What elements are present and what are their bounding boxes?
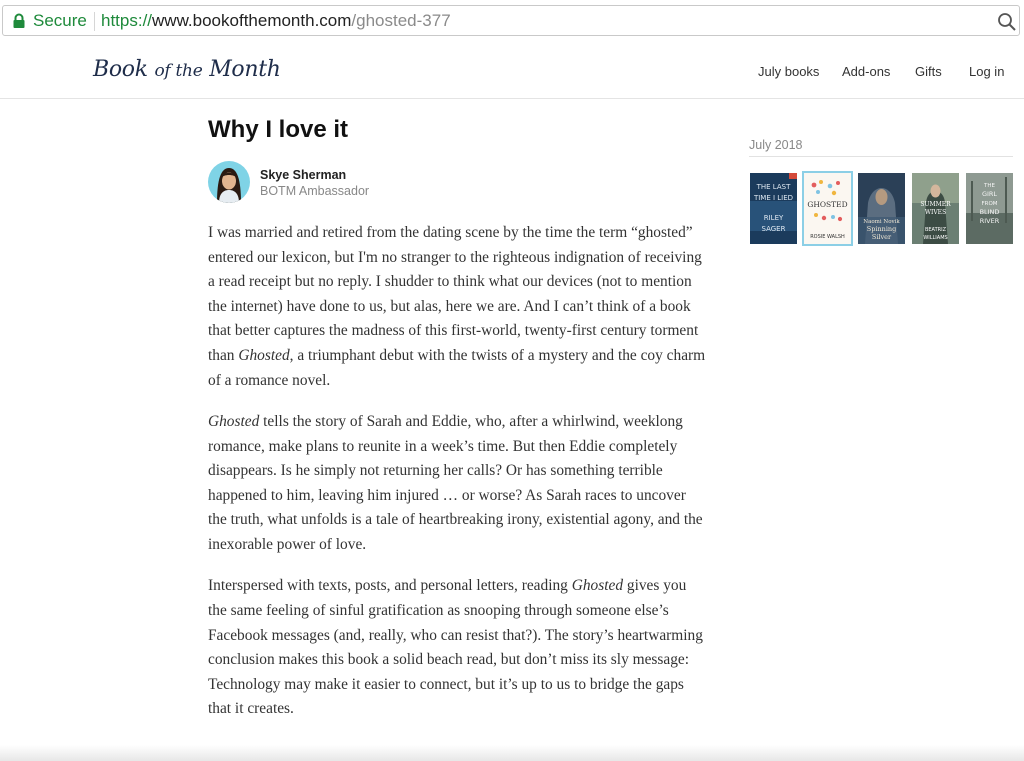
- paragraph-text: , a triumphant debut with the twists of a mystery and the coy charm of a romance novel.: [208, 346, 706, 389]
- author-name: Skye Sherman: [260, 168, 347, 182]
- author-photo: [208, 161, 250, 203]
- cover-text-line-2: GIRL: [981, 190, 998, 198]
- site-header: [0, 42, 1024, 99]
- month-label: July 2018: [749, 138, 803, 152]
- article-paragraph: [208, 410, 708, 558]
- paragraph-text: I was married and retired from the dating scene by the time the term “ghosted” entered our lexicon, but I'm no stranger to the righteous indignation of receiving a read receipt but no reply. I shudder to think what our devices (not to mention the internet) have done to us, but alas, here we are. And I can’t think of a book that better captures the madness of this first-world, twenty-first century torment than: [208, 224, 702, 364]
- url-text[interactable]: [101, 11, 451, 31]
- book-cover-summer-wives[interactable]: [912, 173, 959, 244]
- article-paragraph: [208, 221, 708, 393]
- browser-address-bar: [0, 0, 1024, 42]
- paragraph-text: gives you the same feeling of sinful gratification as snooping through someone else’s Facebook messages (and, really, who can resist that?). The story’s heartwarming conclusion makes this book a solid beach read, but don’t miss its sly message: Technology may make it easier to connect, but it’s up to us to bridge the gaps that it creates.: [208, 577, 703, 718]
- cover-text-line-1: SUMMER: [920, 201, 951, 208]
- cover-text-line-4: SAGER: [761, 225, 786, 233]
- cover-text-line-2: TIME I LIED: [753, 194, 794, 202]
- lock-icon: [12, 13, 26, 29]
- book-cover-the-last-time-i-lied[interactable]: [750, 173, 797, 244]
- cover-text-line-2: Spinning: [866, 225, 897, 233]
- search-icon[interactable]: [997, 12, 1017, 32]
- author-role: BOTM Ambassador: [260, 184, 370, 198]
- url-host: www.bookofthemonth.com: [152, 11, 352, 30]
- article-paragraph: [208, 574, 708, 722]
- cover-text-line-1: THE LAST: [756, 183, 791, 191]
- nav-add-ons[interactable]: Add-ons: [842, 64, 891, 79]
- cover-text-line-1: Naomi Novik: [863, 219, 900, 225]
- book-title-emphasis: Ghosted: [238, 346, 290, 364]
- cover-text-line-1: THE: [984, 183, 995, 189]
- bottom-shadow: [0, 745, 1024, 761]
- book-title-emphasis: Ghosted: [208, 412, 260, 430]
- paragraph-text: tells the story of Sarah and Eddie, who, after a whirlwind, weeklong romance, make plans to reunite in a week’s time. But then Eddie completely disappears. Is he simply not returning her calls? Or has something terrible happened to him, leaving him injured … or worse? As Sarah races to uncover the truth, what unfolds is a tale of heartbreaking irony, existential agony, and the inexorable power of love.: [208, 412, 703, 553]
- book-cover-ghosted[interactable]: [802, 171, 853, 246]
- cover-author: ROSIE WALSH: [810, 234, 845, 240]
- cover-text-line-3: FROM: [981, 201, 998, 207]
- nav-log-in[interactable]: Log in: [969, 64, 1005, 79]
- book-cover-the-girl-from-blind-river[interactable]: [966, 173, 1013, 244]
- paragraph-text: Interspersed with texts, posts, and personal letters, reading: [208, 577, 572, 595]
- url-divider: [94, 12, 95, 31]
- logo-word-book: Book: [93, 57, 148, 82]
- book-of-the-month-logo[interactable]: [93, 57, 281, 82]
- cover-text-line-5: RIVER: [979, 217, 1000, 225]
- nav-july-books[interactable]: July books: [758, 64, 820, 79]
- cover-text-line-3: BEATRIZ: [924, 227, 947, 233]
- logo-word-month: Month: [209, 57, 281, 82]
- url-path: /ghosted-377: [351, 11, 451, 30]
- secure-label: Secure: [33, 11, 87, 30]
- sidebar-divider: [749, 156, 1013, 157]
- book-title-emphasis: Ghosted: [571, 577, 624, 595]
- cover-text-line-3: RILEY: [763, 214, 784, 222]
- book-cover-naomi-novik-spinning-silver[interactable]: [858, 173, 905, 244]
- article-body: [208, 221, 708, 739]
- nav-gifts[interactable]: Gifts: [915, 64, 942, 79]
- cover-title: GHOSTED: [807, 200, 848, 209]
- cover-text-line-2: WIVES: [924, 209, 947, 216]
- url-field[interactable]: [2, 5, 1020, 36]
- url-scheme: https://: [101, 11, 153, 30]
- cover-text-line-3: Silver: [871, 233, 892, 241]
- cover-text-line-4: WILLIAMS: [923, 235, 948, 241]
- logo-word-of-the: of the: [154, 61, 203, 81]
- article-title: Why I love it: [208, 116, 349, 143]
- avatar: [208, 161, 250, 203]
- cover-text-line-4: BLIND: [979, 208, 1000, 216]
